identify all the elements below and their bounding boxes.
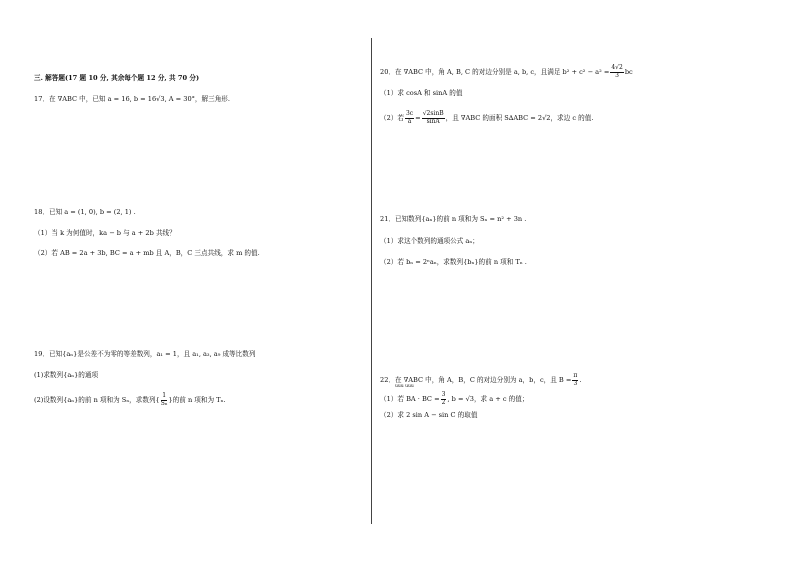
question-18-stem: 18．已知 a = (1, 0), b = (2, 1) .: [34, 208, 136, 216]
section-header: 三. 解答题(17 题 10 分, 其余每个题 12 分, 共 70 分): [34, 74, 200, 82]
question-22-part-2: （2）求 2 sin A − sin C 的取值: [380, 411, 478, 419]
question-22-stem: 22．在 ∇ABC 中，角 A，B，C 的对边分别为 a，b，c，且 B = $\frac{\pi}{3}$ .: [380, 372, 582, 387]
vector-marks: uuu uuu: [395, 384, 414, 389]
question-18-part-1: （1）当 k 为何值时，ka − b 与 a + 2b 共线？: [34, 229, 176, 237]
question-21-part-2: （2）若 bₙ = 2ⁿaₙ，求数列{bₙ}的前 n 项和 Tₙ .: [380, 258, 527, 266]
question-21-stem: 21．已知数列{aₙ}的前 n 项和为 Sₙ = n² + 3n .: [380, 215, 527, 223]
question-20-part-2: （2）若 $\frac{3c}{a}$ = $\frac{√2\sin B}{\sin A}$ ，且 ∇ABC 的面积 S∆ABC = 2√2，求边 c 的值.: [380, 110, 594, 125]
question-21-part-1: （1）求这个数列的通项公式 aₙ；: [380, 237, 479, 245]
fraction: $\frac{4√2}{3}$: [611, 64, 623, 79]
question-19-part-2: (2)设数列{aₙ}的前 n 项和为 Sₙ，求数列{ $\frac{1}{\text{Sₙ}}$ }的前 n 项和为 Tₙ.: [34, 392, 226, 407]
question-19-stem: 19．已知{aₙ}是公差不为零的等差数列，a₁ = 1，且 a₁, a₃, a₉ 成等比数列: [34, 350, 256, 358]
question-19-part-1: (1)求数列{aₙ}的通项: [34, 371, 99, 379]
fraction: $\frac{3c}{a}$: [405, 110, 414, 125]
fraction: $\frac{\pi}{3}$: [573, 372, 578, 387]
question-20-part-1: （1）求 cosA 和 sinA 的值: [380, 89, 463, 97]
question-20-stem: 20．在 ∇ABC 中，角 A, B, C 的对边分别是 a, b, c，且满足 b² + c² − a² = $\frac{4√2}{3}$ bc: [380, 64, 633, 79]
question-18-part-2: （2）若 AB = 2a + 3b, BC = a + mb 且 A，B，C 三点共线，求 m 的值.: [34, 249, 260, 257]
fraction: $\frac{√2\sin B}{\sin A}$: [422, 110, 444, 125]
fraction: $\frac{3}{2}$: [441, 391, 446, 406]
question-17: 17．在 ∇ABC 中，已知 a = 16, b = 16√3, A = 30°，解三角形.: [34, 95, 230, 103]
column-divider: [371, 38, 372, 524]
question-22-part-1: （1）若 BA · BC = $\frac{3}{2}$ , b = √3，求 a + c 的值；: [380, 391, 529, 406]
fraction: $\frac{1}{\text{Sₙ}}$: [160, 392, 168, 407]
